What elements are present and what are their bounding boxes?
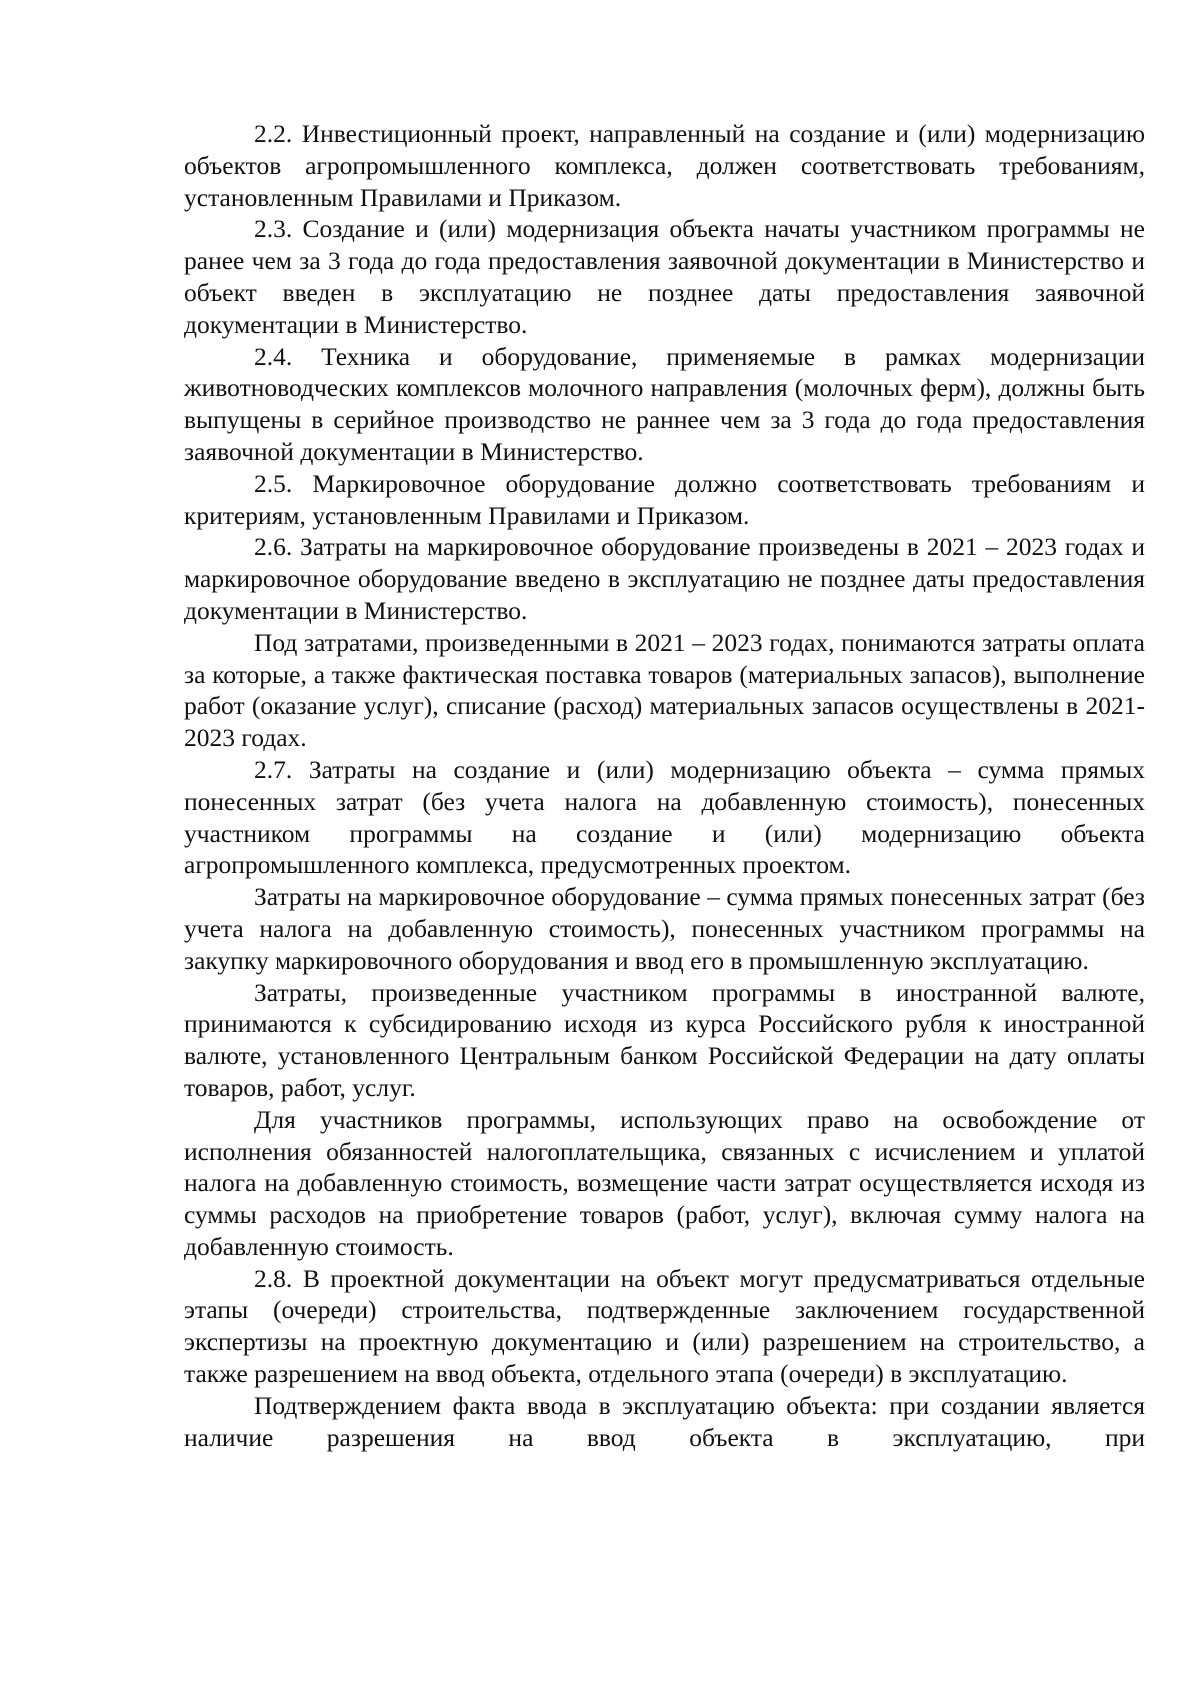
paragraph-2-2: 2.2. Инвестиционный проект, направленный на создание и (или) модернизацию объектов агропромышленного комплекса, должен соответствовать требованиям, установленным Правилами и Приказом. [184,119,1145,212]
paragraph-2-8: 2.8. В проектной документации на объект могут предусматриваться отдельные этапы (очереди) строительства, подтвержденные заключением государственной экспертизы на проектную документацию и (или) разрешением на строительство, а также разрешением на ввод объекта, отдельного этапа (очереди) в эксплуатацию. [184,1263,1145,1389]
paragraph-commissioning-proof: Подтверждением факта ввода в эксплуатацию объекта: при создании является наличие разрешения на ввод объекта в эксплуатацию, при [184,1390,1145,1452]
document-body [184,118,1145,1453]
paragraph-2-6: 2.6. Затраты на маркировочное оборудование произведены в 2021 – 2023 годах и маркировочное оборудование введено в эксплуатацию не позднее даты предоставления документации в Министерство. [184,532,1145,625]
paragraph-2-5: 2.5. Маркировочное оборудование должно соответствовать требованиям и критериям, установленным Правилами и Приказом. [184,468,1145,530]
paragraph-2-4: 2.4. Техника и оборудование, применяемые в рамках модернизации животноводческих комплексов молочного направления (молочных ферм), должны быть выпущены в серийное производство не раннее чем за 3 года до года предоставления заявочной документации в Министерство. [184,341,1145,466]
paragraph-2-7: 2.7. Затраты на создание и (или) модернизацию объекта – сумма прямых понесенных затрат (без учета налога на добавленную стоимость), понесенных участником программы на создание и (или) модернизацию объекта агропромышленного комплекса, предусмотренных проектом. [184,754,1145,880]
paragraph-vat-exemption: Для участников программы, использующих право на освобождение от исполнения обязанностей налогоплательщика, связанных с исчислением и уплатой налога на добавленную стоимость, возмещение части затрат осуществляется исходя из суммы расходов на приобретение товаров (работ, услуг), включая сумму налога на добавленную стоимость. [184,1104,1145,1261]
paragraph-marking-costs: Затраты на маркировочное оборудование – сумма прямых понесенных затрат (без учета налога на добавленную стоимость), понесенных участником программы на закупку маркировочного оборудования и ввод его в промышленную эксплуатацию. [184,882,1145,975]
paragraph-2-3: 2.3. Создание и (или) модернизация объекта начаты участником программы не ранее чем за 3 года до года предоставления заявочной документации в Министерство и объект введен в эксплуатацию не позднее даты предоставления заявочной документации в Министерство. [184,214,1145,339]
paragraph-costs-definition: Под затратами, произведенными в 2021 – 2023 годах, понимаются затраты оплата за которые, а также фактическая поставка товаров (материальных запасов), выполнение работ (оказание услуг), списание (расход) материальных запасов осуществлены в 2021-2023 годах. [184,627,1145,753]
paragraph-foreign-currency: Затраты, произведенные участником программы в иностранной валюте, принимаются к субсидированию исходя из курса Российского рубля к иностранной валюте, установленного Центральным банком Российской Федерации на дату оплаты товаров, работ, услуг. [184,977,1145,1102]
